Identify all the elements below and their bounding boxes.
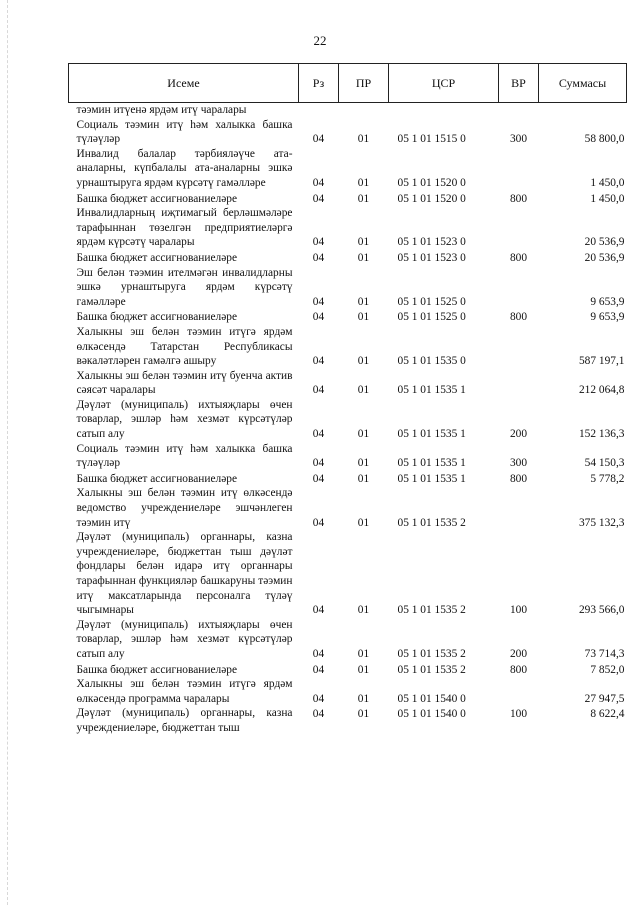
row-csr: 05 1 01 1523 0 — [397, 251, 466, 264]
row-sum: 5 778,2 — [590, 472, 625, 485]
row-pr: 01 — [357, 472, 370, 485]
row-rz: 04 — [312, 192, 325, 205]
row-pr: 01 — [357, 647, 370, 660]
row-vr: 300 — [509, 133, 528, 146]
row-sum: 1 450,0 — [590, 176, 625, 189]
row-name: Дәүләт (муниципаль) ихтыяҗлары өчен товарлар, эшләр һәм хезмәт күрсәтүләр сатып алу — [76, 398, 293, 441]
row-rz: 04 — [312, 708, 325, 721]
row-rz: 04 — [312, 311, 325, 324]
row-rz: 04 — [312, 236, 325, 249]
header-name: Исеме — [69, 64, 299, 103]
row-name: Инвалид балалар тәрбияләүче ата-аналарны, күпбалалы ата-аналарны эшкә урнаштыруга ярдәм күрсәтү гамәлләре — [76, 147, 293, 189]
row-pr: 01 — [357, 428, 370, 441]
row-vr: 800 — [509, 192, 528, 205]
page-number: 22 — [313, 33, 327, 48]
row-rz: 04 — [312, 472, 325, 485]
row-name: Инвалидларның иҗтимагый берләшмәләре тарафыннан төзелгән предприятиеләргә ярдәм күрсәтү чаралары — [76, 207, 293, 249]
table-row — [69, 398, 627, 442]
row-sum: 587 197,1 — [578, 355, 625, 368]
row-csr: 05 1 01 1535 2 — [397, 647, 466, 660]
row-csr: 05 1 01 1535 1 — [397, 428, 466, 441]
row-csr: 05 1 01 1535 1 — [397, 457, 466, 470]
row-name: Эш белән тәэмин ителмәгән инвалидларны эшкә урнаштыруга ярдәм күрсәтү гамәлләре — [76, 266, 293, 308]
table-row — [69, 191, 627, 207]
row-sum: 7 852,0 — [590, 663, 625, 676]
row-sum: 375 132,3 — [578, 516, 625, 529]
row-csr — [389, 103, 499, 118]
row-vr — [499, 677, 539, 706]
table-row — [69, 706, 627, 735]
row-pr: 01 — [357, 251, 370, 264]
row-name: Дәүләт (муниципаль) органнары, казна учреждениеләре, бюджеттан тыш дәүләт фондлары белән идарә итү органнары тарафыннан функцияләр башкаруны тәэмин итү максатларында персоналга түләү чыгымнары — [76, 531, 293, 617]
table-row — [69, 325, 627, 369]
row-pr: 01 — [357, 692, 370, 705]
row-pr: 01 — [357, 355, 370, 368]
row-name: Социаль тәэмин итү һәм халыкка башка түләүләр — [76, 118, 293, 146]
row-name: Башка бюджет ассигнованиеләре — [76, 311, 238, 324]
table-row — [69, 471, 627, 487]
row-vr: 800 — [509, 311, 528, 324]
header-vr: ВР — [499, 64, 539, 103]
row-csr: 05 1 01 1535 1 — [397, 384, 466, 397]
table-row — [69, 442, 627, 471]
row-rz: 04 — [312, 647, 325, 660]
row-csr: 05 1 01 1535 2 — [397, 516, 466, 529]
row-pr: 01 — [357, 604, 370, 617]
row-rz: 04 — [312, 692, 325, 705]
row-pr: 01 — [357, 192, 370, 205]
row-name: Халыкны эш белән тәэмин итүгә ярдәм өлкәсендә Татарстан Республикасы вәкаләтләрен гамәлгә ашыру — [76, 325, 293, 368]
row-sum: 9 653,9 — [590, 311, 625, 324]
row-vr: 800 — [509, 663, 528, 676]
row-pr: 01 — [357, 384, 370, 397]
header-pr: ПР — [339, 64, 389, 103]
row-name: Башка бюджет ассигнованиеләре — [76, 663, 238, 676]
row-sum — [539, 103, 627, 118]
row-pr: 01 — [357, 176, 370, 189]
row-vr: 200 — [509, 428, 528, 441]
row-csr: 05 1 01 1535 0 — [397, 355, 466, 368]
row-sum: 58 800,0 — [584, 133, 625, 146]
row-vr — [499, 206, 539, 250]
row-rz: 04 — [312, 516, 325, 529]
row-vr: 100 — [509, 604, 528, 617]
row-name: Дәүләт (муниципаль) органнары, казна учреждениеләре, бюджеттан тыш — [76, 707, 293, 734]
table-row — [69, 206, 627, 250]
row-csr: 05 1 01 1535 2 — [397, 604, 466, 617]
row-csr: 05 1 01 1540 0 — [397, 708, 466, 721]
row-sum: 73 714,3 — [584, 647, 625, 660]
row-sum: 9 653,9 — [590, 295, 625, 308]
row-name: Башка бюджет ассигнованиеләре — [76, 251, 238, 264]
table-row — [69, 618, 627, 662]
row-csr: 05 1 01 1515 0 — [397, 133, 466, 146]
table-row — [69, 147, 627, 191]
row-vr — [499, 103, 539, 118]
row-rz: 04 — [312, 663, 325, 676]
row-vr: 100 — [509, 708, 528, 721]
header-sum: Суммасы — [539, 64, 627, 103]
row-sum: 1 450,0 — [590, 192, 625, 205]
row-name: Халыкны эш белән тәэмин итү буенча актив сәясәт чаралары — [76, 369, 293, 397]
row-rz: 04 — [312, 428, 325, 441]
row-sum: 293 566,0 — [578, 604, 625, 617]
row-pr: 01 — [357, 311, 370, 324]
row-rz: 04 — [312, 295, 325, 308]
table-row — [69, 118, 627, 147]
row-pr: 01 — [357, 516, 370, 529]
row-pr: 01 — [357, 133, 370, 146]
row-csr: 05 1 01 1540 0 — [397, 692, 466, 705]
row-rz: 04 — [312, 251, 325, 264]
table-row — [69, 530, 627, 618]
table-row — [69, 266, 627, 310]
row-pr: 01 — [357, 708, 370, 721]
row-vr — [499, 325, 539, 369]
row-sum: 20 536,9 — [584, 251, 625, 264]
header-csr: ЦСР — [389, 64, 499, 103]
row-csr: 05 1 01 1535 2 — [397, 663, 466, 676]
row-sum: 212 064,8 — [578, 384, 625, 397]
binding-margin-line — [7, 0, 8, 905]
table-row — [69, 369, 627, 398]
row-name: Халыкны эш белән тәэмин итү өлкәсендә ведомство учреждениеләре эшчәнлеген тәэмин итү — [76, 487, 293, 529]
row-pr: 01 — [357, 295, 370, 308]
row-vr — [499, 486, 539, 530]
row-rz: 04 — [312, 176, 325, 189]
row-rz: 04 — [312, 355, 325, 368]
row-csr: 05 1 01 1525 0 — [397, 295, 466, 308]
row-vr: 200 — [509, 647, 528, 660]
row-sum: 27 947,5 — [584, 692, 625, 705]
row-name: Социаль тәэмин итү һәм халыкка башка түләүләр — [76, 442, 293, 470]
table-row — [69, 103, 627, 118]
row-rz: 04 — [312, 384, 325, 397]
row-csr: 05 1 01 1523 0 — [397, 236, 466, 249]
table-row — [69, 662, 627, 678]
row-sum: 54 150,3 — [584, 457, 625, 470]
table-header — [69, 64, 627, 103]
table-row — [69, 250, 627, 266]
row-name: Башка бюджет ассигнованиеләре — [76, 192, 238, 205]
row-rz: 04 — [312, 133, 325, 146]
row-pr: 01 — [357, 236, 370, 249]
table-row — [69, 309, 627, 325]
row-rz — [299, 103, 339, 118]
row-rz: 04 — [312, 604, 325, 617]
row-name: Халыкны эш белән тәэмин итүгә ярдәм өлкәсендә программа чаралары — [76, 678, 293, 705]
table-row — [69, 677, 627, 706]
row-rz: 04 — [312, 457, 325, 470]
row-sum: 8 622,4 — [590, 708, 625, 721]
row-sum: 20 536,9 — [584, 236, 625, 249]
row-vr: 300 — [509, 457, 528, 470]
row-sum: 152 136,3 — [578, 428, 625, 441]
row-csr: 05 1 01 1520 0 — [397, 176, 466, 189]
row-pr: 01 — [357, 663, 370, 676]
row-vr — [499, 266, 539, 310]
row-csr: 05 1 01 1520 0 — [397, 192, 466, 205]
header-rz: Рз — [299, 64, 339, 103]
row-csr: 05 1 01 1525 0 — [397, 311, 466, 324]
row-vr — [499, 369, 539, 398]
table-row — [69, 486, 627, 530]
row-csr: 05 1 01 1535 1 — [397, 472, 466, 485]
row-vr — [499, 147, 539, 191]
table-body — [69, 103, 627, 736]
budget-table — [68, 63, 627, 736]
row-vr: 800 — [509, 472, 528, 485]
row-pr: 01 — [357, 457, 370, 470]
row-pr — [339, 103, 389, 118]
row-name: Дәүләт (муниципаль) ихтыяҗлары өчен товарлар, эшләр һәм хезмәт күрсәтүләр сатып алу — [76, 618, 293, 660]
row-name: Башка бюджет ассигнованиеләре — [76, 472, 238, 485]
row-vr: 800 — [509, 251, 528, 264]
row-name: тәэмин итүенә ярдәм итү чаралары — [76, 104, 247, 116]
